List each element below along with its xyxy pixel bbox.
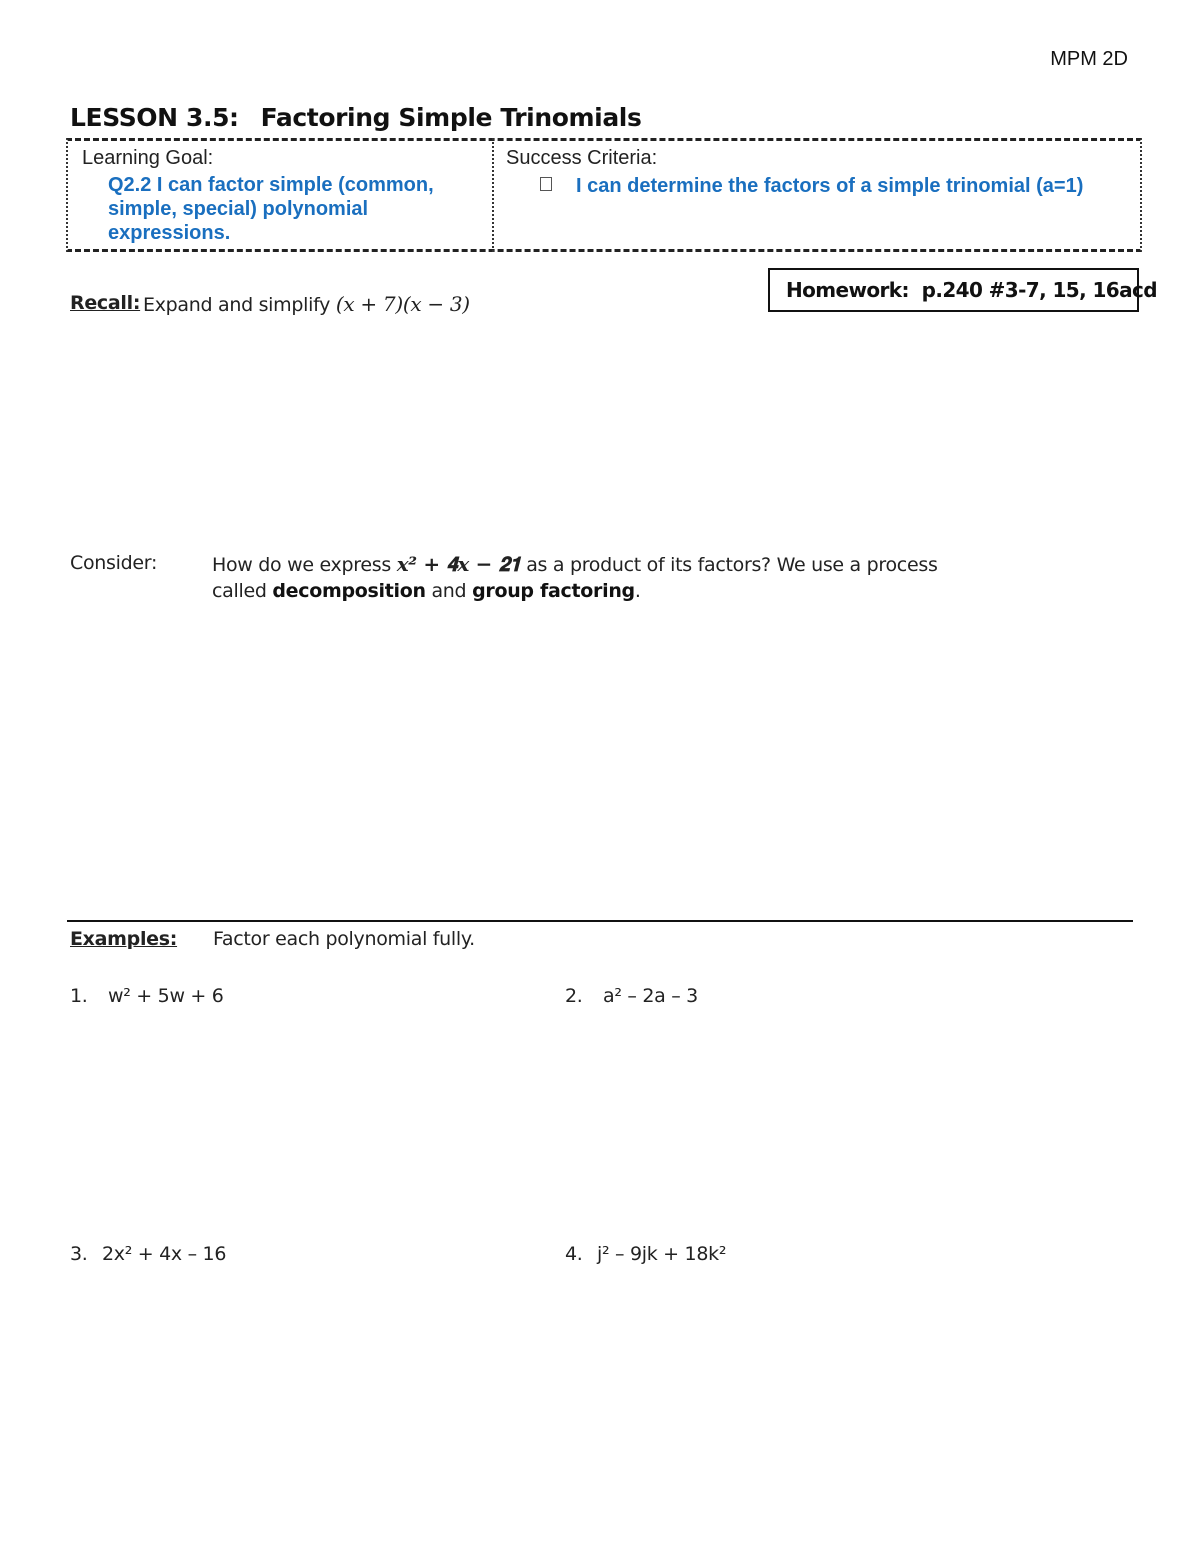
problem-expression: 2x² + 4x – 16 [102,1243,227,1265]
consider-label: Consider: [70,552,158,574]
consider-line-2 [212,580,641,602]
recall-label: Recall: [70,292,141,314]
consider-expression: 𝒙² + 𝟒𝒙 − 𝟐𝟏 [396,552,521,576]
consider-period: . [634,580,641,602]
lesson-number: LESSON 3.5: [70,103,239,132]
consider-text-after: as a product of its factors? We use a process [526,554,938,576]
example-problem-1 [70,985,224,1007]
problem-number: 4. [565,1243,583,1265]
learning-goal-text: Q2.2 I can factor simple (common, simple, special) polynomial expressions. [108,174,434,244]
consider-called: called [212,580,267,602]
problem-number: 2. [565,985,583,1007]
homework-text [786,278,1157,302]
recall-instruction: Expand and simplify [143,294,331,316]
problem-number: 3. [70,1243,88,1265]
problem-expression: j² – 9jk + 18k² [597,1243,727,1265]
consider-and: and [431,580,467,602]
homework-label: Homework: [786,278,909,302]
problem-expression: w² + 5w + 6 [108,985,224,1007]
section-divider [67,920,1133,922]
lesson-title [70,103,641,132]
success-criteria-text: I can determine the factors of a simple trinomial (a=1) [576,175,1084,197]
examples-instruction: Factor each polynomial fully. [213,928,475,950]
success-criteria-label: Success Criteria: [506,147,658,169]
consider-line-1 [212,552,938,576]
example-problem-2 [565,985,698,1007]
example-problem-3 [70,1243,226,1265]
lesson-name: Factoring Simple Trinomials [260,103,642,132]
problem-expression: a² – 2a – 3 [603,985,698,1007]
consider-text-before: How do we express [212,554,391,576]
term-group-factoring: group factoring [472,580,635,602]
learning-goal-label: Learning Goal: [82,147,214,169]
example-problem-4 [565,1243,726,1265]
goal-box-divider [492,138,494,252]
problem-number: 1. [70,985,88,1007]
recall-expression: (𝑥 + 7)(𝑥 − 3) [335,292,470,316]
term-decomposition: decomposition [272,580,426,602]
homework-assignment: p.240 #3-7, 15, 16acd [921,278,1157,302]
examples-label: Examples: [70,928,178,950]
recall-prompt [143,292,470,316]
course-code: MPM 2D [1050,48,1128,70]
checkbox-icon [540,177,552,191]
